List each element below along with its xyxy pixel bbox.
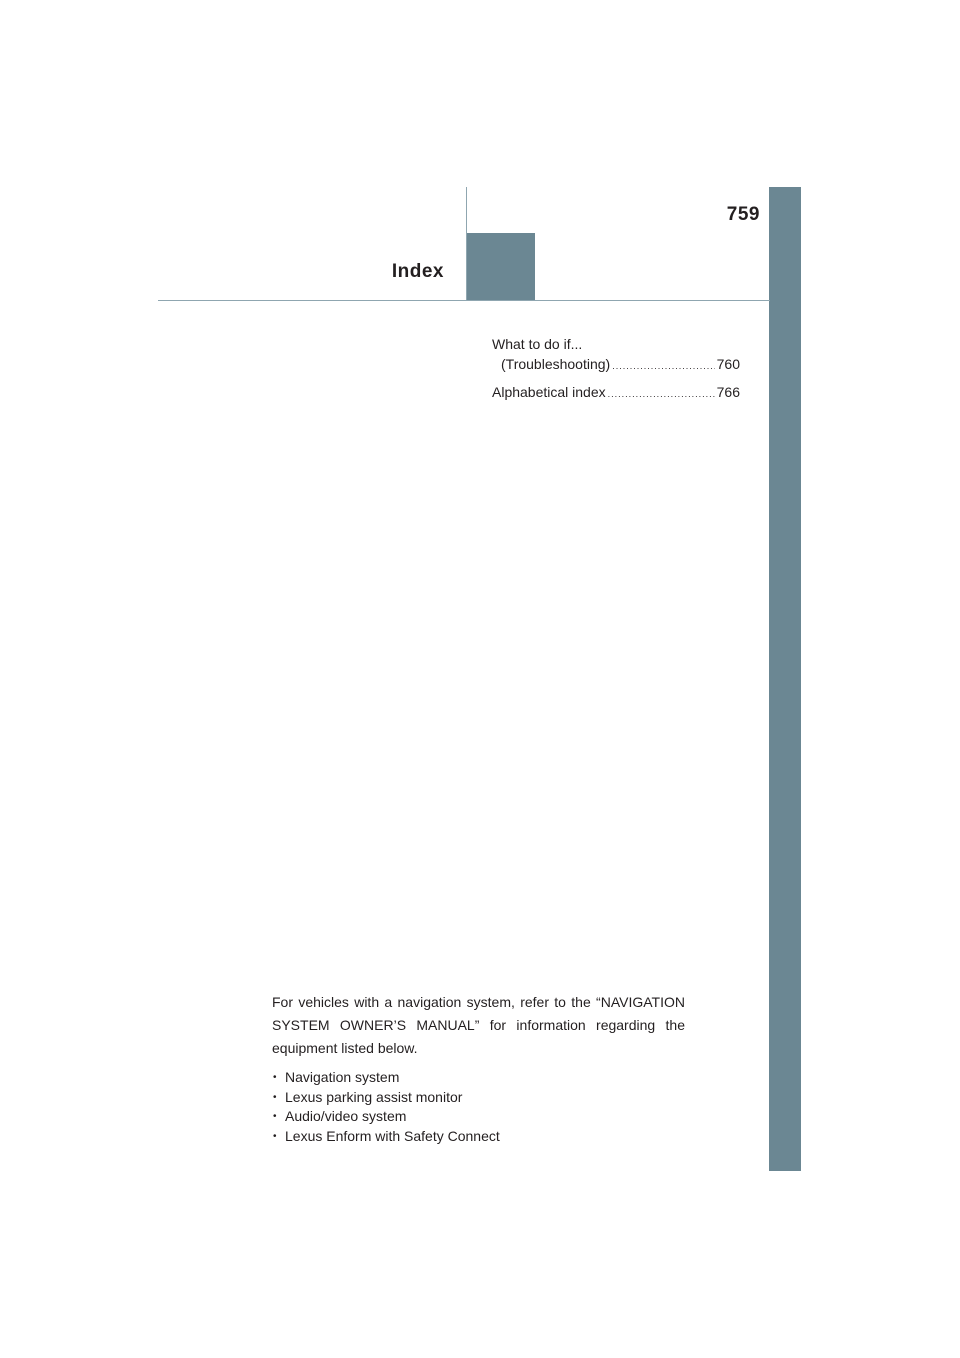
toc-entry-alphabetical-index[interactable] [492, 382, 740, 404]
note-text: For vehicles with a navigation system, refer to the “NAVIGATION SYSTEM OWNER’S MANUAL” for information regarding the equipment listed below. [272, 994, 685, 1056]
table-of-contents [492, 334, 740, 410]
toc-entry-title-row [492, 334, 740, 354]
bullet-icon: • [273, 1091, 277, 1103]
toc-entry-subtitle: (Troubleshooting) [501, 356, 611, 372]
page-number: 759 [726, 204, 760, 225]
bullet-icon: • [273, 1130, 277, 1142]
chapter-marker-block [467, 233, 535, 301]
header-horizontal-rule [158, 300, 770, 301]
bullet-icon: • [273, 1111, 277, 1122]
list-item-text: Lexus Enform with Safety Connect [285, 1127, 500, 1144]
list-item-text: Audio/video system [285, 1108, 407, 1124]
chapter-side-tab [769, 187, 801, 1171]
bullet-icon: • [273, 1072, 277, 1083]
toc-entry-troubleshooting[interactable] [492, 334, 740, 376]
dot-leader [608, 384, 715, 404]
list-item [272, 1107, 685, 1127]
list-item-text: Lexus parking assist monitor [285, 1088, 463, 1105]
dot-leader [612, 356, 714, 376]
toc-entry-title: Alphabetical index [492, 384, 606, 400]
list-item [272, 1088, 685, 1108]
list-item [272, 1127, 685, 1147]
equipment-list [272, 1068, 685, 1146]
toc-entry-page: 760 [716, 356, 740, 372]
section-title: Index [391, 261, 444, 282]
toc-entry-page: 766 [716, 384, 740, 400]
toc-entry-subtitle-row [492, 354, 740, 376]
list-item-text: Navigation system [285, 1069, 400, 1085]
list-item [272, 1068, 685, 1088]
toc-entry-title: What to do if... [492, 336, 583, 352]
navigation-manual-note [272, 991, 685, 1146]
toc-entry-title-row [492, 382, 740, 404]
